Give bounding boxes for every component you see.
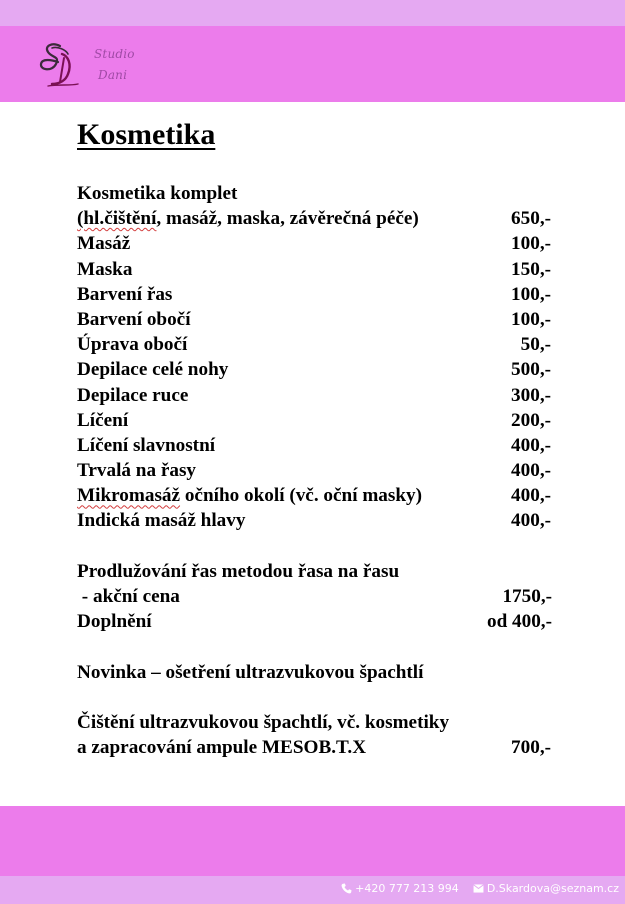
price-row	[77, 231, 557, 256]
item-price: 400,-	[511, 434, 551, 456]
footer-band	[0, 806, 625, 876]
item-label: Doplnění	[77, 611, 152, 633]
spacer	[77, 634, 557, 659]
price-row	[77, 257, 557, 282]
item-label: Indická masáž hlavy	[77, 510, 246, 532]
item-label-rest: , masáž, maska, závěrečná péče)	[156, 208, 419, 230]
item-label	[77, 206, 419, 231]
logo-word-dani: Dani	[98, 68, 128, 82]
item-label	[77, 483, 422, 508]
item-price: 150,-	[511, 258, 551, 280]
item-price: 100,-	[511, 283, 551, 305]
page-title: Kosmetika	[77, 118, 216, 151]
price-row	[77, 408, 557, 433]
spacer	[77, 685, 557, 710]
price-row	[77, 609, 557, 634]
item-price: 700,-	[511, 737, 551, 759]
item-label: Depilace celé nohy	[77, 359, 229, 381]
item-label: Maska	[77, 258, 133, 280]
price-row	[77, 383, 557, 408]
item-price: 200,-	[511, 409, 551, 431]
item-label: Úprava obočí	[77, 334, 188, 356]
spellcheck-underlined-text: Mikromasáž	[77, 485, 181, 507]
spacer	[77, 534, 557, 559]
item-price: od 400,-	[486, 611, 552, 633]
item-label-rest: očního okolí (vč. oční masky)	[180, 485, 423, 507]
item-label: Kosmetika komplet	[77, 183, 238, 204]
item-price: 400,-	[511, 460, 551, 482]
item-price: 500,-	[511, 359, 551, 381]
spellcheck-underlined-text: (hl.čištění	[77, 208, 157, 230]
item-price: 400,-	[511, 485, 551, 507]
price-row	[77, 282, 557, 307]
sd-monogram-icon	[38, 40, 94, 92]
price-row	[77, 508, 557, 533]
item-label: Čištění ultrazvukovou špachtlí, vč. kosmetiky	[77, 711, 450, 733]
item-label: Líčení slavnostní	[77, 434, 216, 456]
price-row	[77, 710, 557, 735]
item-price: 1750,-	[502, 586, 552, 607]
item-label: Masáž	[77, 233, 131, 255]
price-row	[77, 483, 557, 508]
logo-word-studio: Studio	[94, 47, 135, 61]
price-row	[77, 332, 557, 357]
item-label: Prodlužování řas metodou řasa na řasu	[77, 560, 400, 582]
envelope-icon	[473, 884, 484, 893]
header-top-band	[0, 0, 625, 26]
item-price: 50,-	[520, 334, 551, 356]
item-price: 100,-	[511, 233, 551, 255]
price-row	[77, 307, 557, 332]
phone-icon	[341, 883, 352, 894]
item-label: Barvení obočí	[77, 308, 191, 330]
phone-contact[interactable]	[341, 882, 459, 895]
price-row	[77, 181, 557, 206]
novelty-heading: Novinka – ošetření ultrazvukovou špachtlí	[77, 661, 424, 683]
item-price: 400,-	[511, 510, 551, 532]
studio-dani-logo[interactable]	[38, 40, 133, 92]
price-row	[77, 433, 557, 458]
price-list	[77, 181, 557, 760]
phone-number: +420 777 213 994	[355, 882, 459, 895]
novelty-heading-row	[77, 660, 557, 685]
item-label: Depilace ruce	[77, 384, 189, 406]
email-contact[interactable]	[473, 882, 619, 895]
price-row	[77, 559, 557, 584]
item-label: - akční cena	[77, 586, 180, 607]
item-label: Líčení	[77, 409, 129, 431]
price-row	[77, 584, 557, 609]
email-address: D.Skardova@seznam.cz	[486, 882, 619, 895]
item-label: a zapracování ampule MESOB.T.X	[77, 737, 367, 759]
item-label: Barvení řas	[77, 283, 173, 305]
item-price: 100,-	[511, 308, 551, 330]
price-row	[77, 357, 557, 382]
item-label: Trvalá na řasy	[77, 460, 197, 482]
price-row	[77, 735, 557, 760]
contact-info	[341, 882, 619, 895]
item-price: 300,-	[511, 384, 551, 406]
price-row	[77, 458, 557, 483]
item-price: 650,-	[511, 208, 551, 230]
price-row	[77, 206, 557, 231]
